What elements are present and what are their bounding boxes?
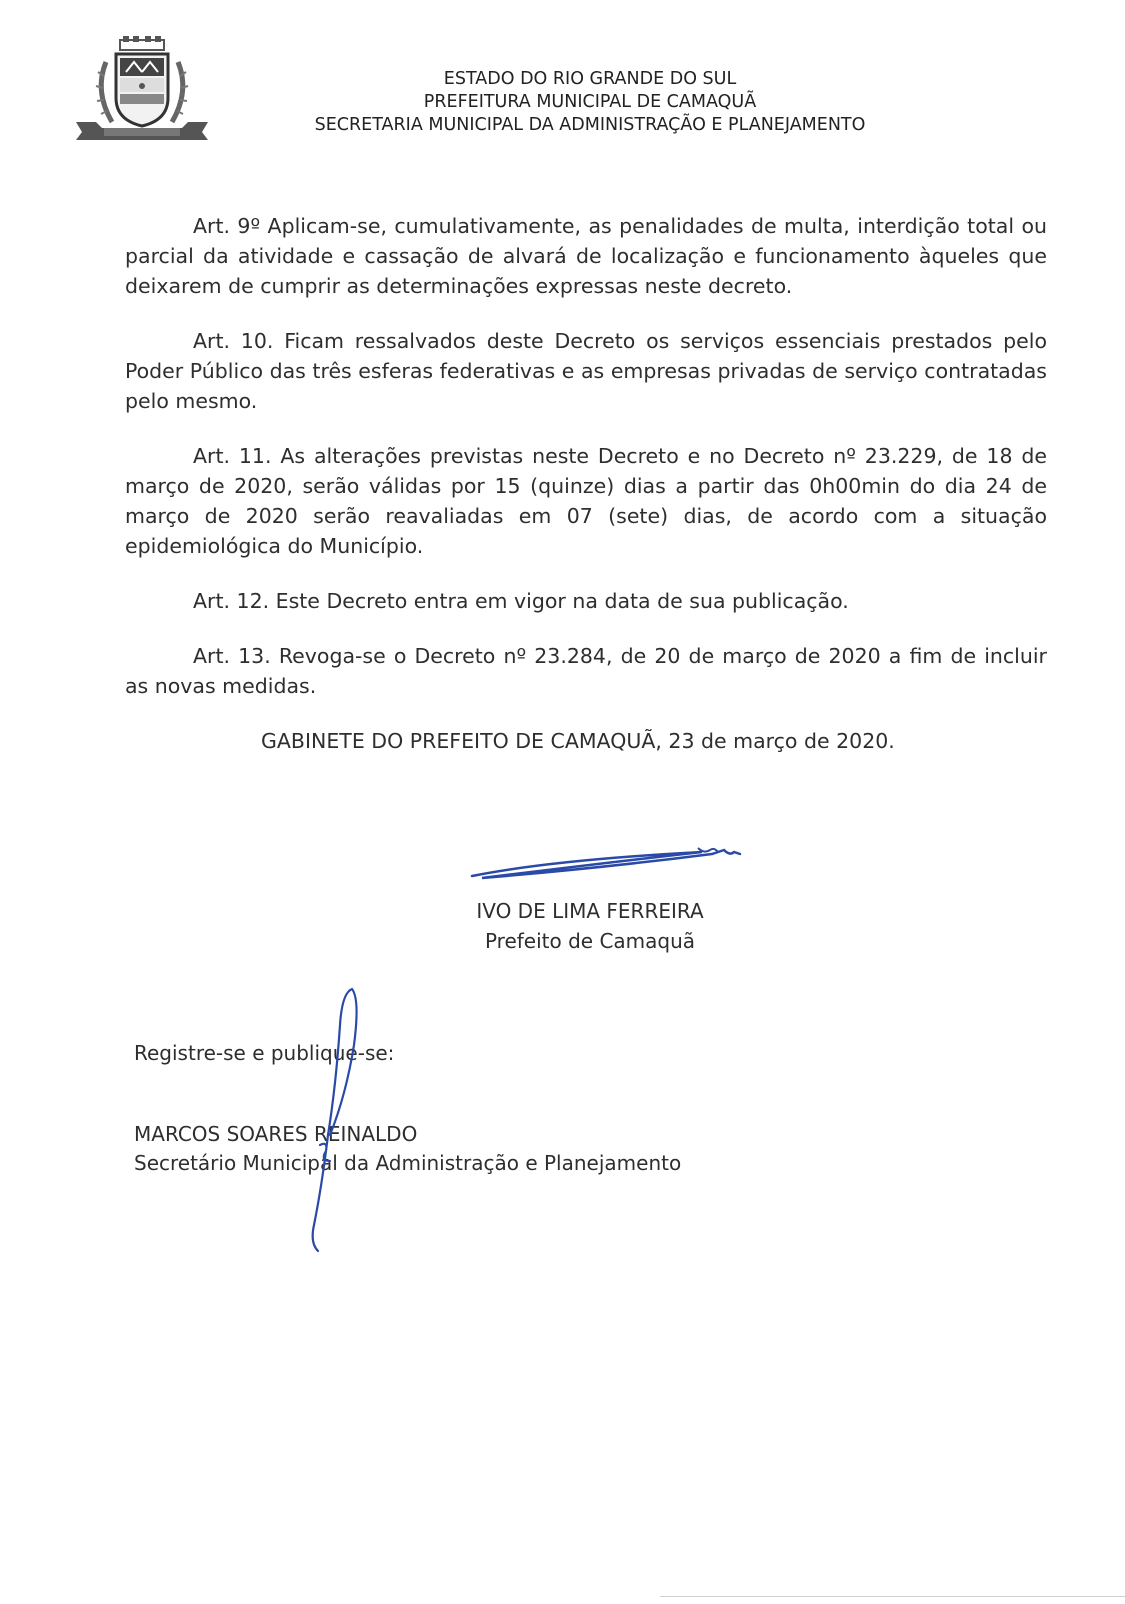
article-12: Art. 12. Este Decreto entra em vigor na data de sua publicação. bbox=[193, 589, 849, 613]
mayor-block bbox=[440, 896, 740, 956]
secretary-block bbox=[134, 1120, 681, 1178]
mayor-signature bbox=[462, 840, 752, 890]
bottom-border-line bbox=[660, 1596, 1125, 1597]
article-10: Art. 10. Ficam ressalvados deste Decreto os serviços essenciais prestados pelo Poder Público das três esferas federativas e as empresas privadas de serviço contratadas pelo mesmo. bbox=[125, 329, 1047, 413]
article-9: Art. 9º Aplicam-se, cumulativamente, as penalidades de multa, interdição total ou parcial da atividade e cassação de alvará de localização e funcionamento àqueles que deixarem de cumprir as determinações expressas neste decreto. bbox=[125, 214, 1047, 298]
article-11: Art. 11. As alterações previstas neste Decreto e no Decreto nº 23.229, de 18 de março de 2020, serão válidas por 15 (quinze) dias a partir das 0h00min do dia 24 de março de 2020 serão reavaliadas em 07 (sete) dias, de acordo com a situação epidemiológica do Município. bbox=[125, 444, 1047, 558]
mayor-name: IVO DE LIMA FERREIRA bbox=[476, 899, 704, 923]
secretary-title: Secretário Municipal da Administração e Planejamento bbox=[134, 1151, 682, 1175]
closing-line: GABINETE DO PREFEITO DE CAMAQUÃ, 23 de março de 2020. bbox=[261, 729, 895, 753]
coat-of-arms-icon bbox=[76, 36, 208, 140]
header-secretariat: SECRETARIA MUNICIPAL DA ADMINISTRAÇÃO E PLANEJAMENTO bbox=[314, 115, 866, 135]
header-state: ESTADO DO RIO GRANDE DO SUL bbox=[443, 69, 737, 89]
register-publish-line: Registre-se e publique-se: bbox=[134, 1041, 395, 1065]
document-body bbox=[125, 211, 1047, 756]
mayor-title: Prefeito de Camaquã bbox=[484, 929, 696, 953]
document-header bbox=[250, 68, 930, 137]
secretary-name: MARCOS SOARES REINALDO bbox=[134, 1122, 418, 1146]
header-city-hall: PREFEITURA MUNICIPAL DE CAMAQUÃ bbox=[423, 92, 757, 112]
article-13: Art. 13. Revoga-se o Decreto nº 23.284, de 20 de março de 2020 a fim de incluir as novas medidas. bbox=[125, 644, 1047, 698]
